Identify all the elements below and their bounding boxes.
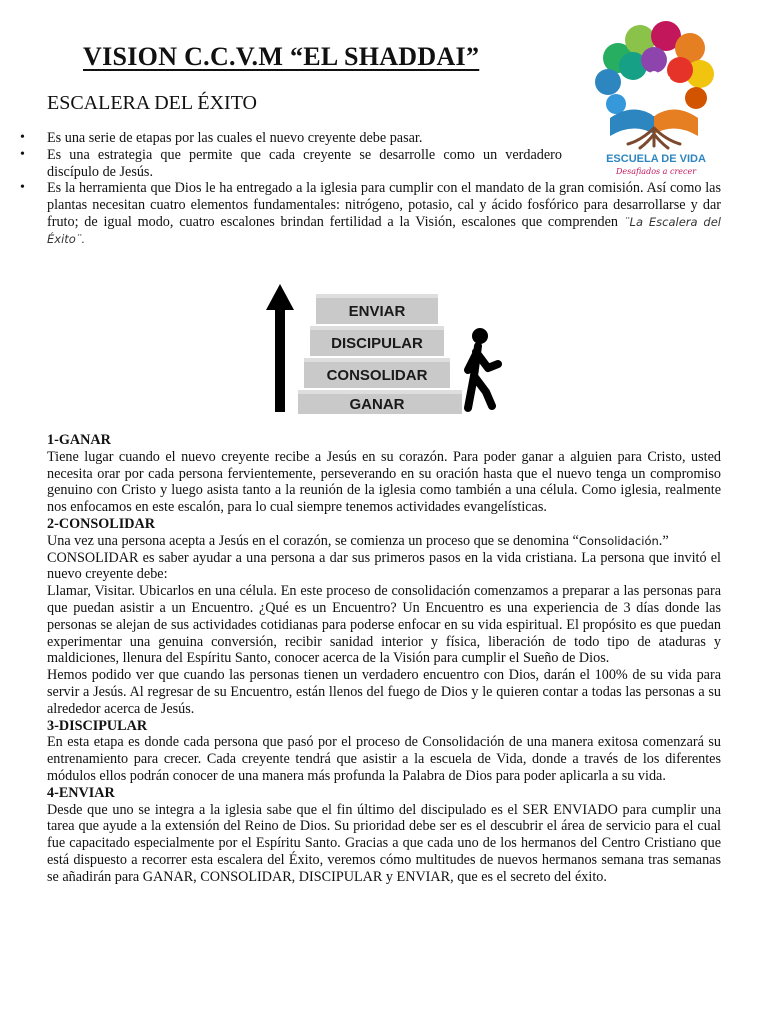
section-heading-enviar: 4-ENVIAR: [47, 784, 115, 801]
step-label: DISCIPULAR: [331, 335, 423, 352]
step-enviar: [316, 294, 438, 324]
section-heading-consolidar: 2-CONSOLIDAR: [47, 515, 155, 532]
document-subtitle: ESCALERA DEL ÉXITO: [47, 92, 257, 114]
logo-tagline: Desafiados a crecer: [615, 167, 697, 176]
section-heading-discipular: 3-DISCIPULAR: [47, 717, 148, 734]
step-ganar: [298, 390, 462, 414]
ganar-paragraph: Tiene lugar cuando el nuevo creyente recibe a Jesús en su corazón. Para poder ganar a alguien para Cristo, usted necesita orar por cada persona fervientemente, perseverando en su oración hasta que el nuevo tenga un compromiso genuino con Cristo y luego asista tanto a la reunión de la iglesia como también a una célula. Como iglesia, realmente nos enfocamos en este escalón, para lo cual siempre tenemos actividades evangelísticas.: [47, 448, 721, 516]
consolidar-paragraph-2: CONSOLIDAR es saber ayudar a una persona a dar sus primeros pasos en la vida cristiana. La persona que invitó el nuevo creyente debe:: [47, 549, 721, 583]
consolidar-paragraph-1: [47, 533, 721, 550]
enviar-paragraph: Desde que uno se integra a la iglesia sabe que el fin último del discipulado es el SER ENVIADO para cumplir una tarea que ayude a la extensión del Reino de Dios. Su prioridad debe ser es el descubrir el área de servicio para el cual fue capacitado especialmente por el Espíritu Santo. Gracias a que cada uno de los hermanos del Centro Cristiano que está dispuesto a recorrer esta escalera del Éxito, veremos cómo multitudes de nuevos hermanos semana tras semanas se añadirán para GANAR, CONSOLIDAR, DISCIPULAR y ENVIAR, que es el secreto del éxito.: [47, 801, 721, 885]
person-figure-icon: [642, 71, 668, 114]
step-discipular: [310, 326, 444, 356]
bullet-text: Es una estrategia que permite que cada creyente se desarrolle como un verdadero discípulo de Jesús.: [47, 146, 562, 180]
bullet-item: [0, 130, 562, 147]
step-label: ENVIAR: [348, 303, 406, 320]
escalera-quote: ¨La Escalera del Éxito¨.: [47, 214, 721, 246]
bullet-text: Es la herramienta que Dios le ha entregado a la iglesia para cumplir con el mandato de la gran comisión. Así como las plantas necesitan cuatro elementos fundamentales: nitrógeno, potasio, cal y ácido fosfórico para desarrollarse y dar fruto; de igual modo, cuatro escalones brindan fertilidad a la Visión, escalones que comprenden: [47, 180, 721, 230]
step-label: CONSOLIDAR: [326, 367, 428, 384]
consolidar-p1-text: Una vez una persona acepta a Jesús en el corazón, se comienza un proceso que se denomina “: [47, 532, 579, 549]
consolidar-p1-end: .”: [658, 532, 669, 549]
consolidar-paragraph-3: Llamar, Visitar. Ubicarlos en una célula. En este proceso de consolidación comenzamos a preparar a las personas para que puedan asistir a un Encuentro. ¿Qué es un Encuentro? Un Encuentro es una experiencia de 3 días donde las personas se alejan de sus actividades cotidianas para poderse enfocar en su vida espiritual. El propósito es que puedan experimentar una genuina conversión, recibir sanidad interior y física, liberación de todo tipo de ataduras y maldiciones, llenura del Espíritu Santo, conocer acerca de la Visión para cumplir el Sueño de Dios.: [47, 583, 721, 667]
consolidacion-term: Consolidación: [578, 533, 659, 548]
section-heading-ganar: 1-GANAR: [47, 432, 111, 448]
up-arrow-icon: [266, 284, 294, 412]
step-label: GANAR: [349, 396, 405, 413]
step-consolidar: [304, 358, 450, 388]
bullet-item: [0, 180, 721, 247]
consolidar-paragraph-4: Hemos podido ver que cuando las personas tienen un verdadero encuentro con Dios, darán el 100% de su vida para servir a Jesús. Al regresar de su Encuentro, están llenos del fuego de Dios y le quieren contar a todas las personas a su alrededor acerca de Jesús.: [47, 667, 721, 717]
bullet-item: [0, 147, 562, 181]
walking-person-icon: [468, 328, 498, 408]
discipular-paragraph: En esta etapa es donde cada persona que pasó por el proceso de Consolidación de una manera exitosa comenzará su entrenamiento para crecer. Cada creyente tendrá que asistir a la escuela de Vida, donde a través de los diferentes módulos ellos podrán conocer de una manera más profunda la Palabra de Dios para poder aplicarla a su vida.: [47, 734, 721, 784]
bullet-text: Es una serie de etapas por las cuales el nuevo creyente debe pasar.: [47, 130, 423, 146]
content-body: [47, 432, 721, 886]
document-title: VISION C.C.V.M “EL SHADDAI”: [83, 42, 480, 71]
intro-bullet-list: [0, 130, 721, 248]
stairs-diagram: [262, 276, 512, 416]
logo-name: ESCUELA DE VIDA: [606, 153, 706, 165]
